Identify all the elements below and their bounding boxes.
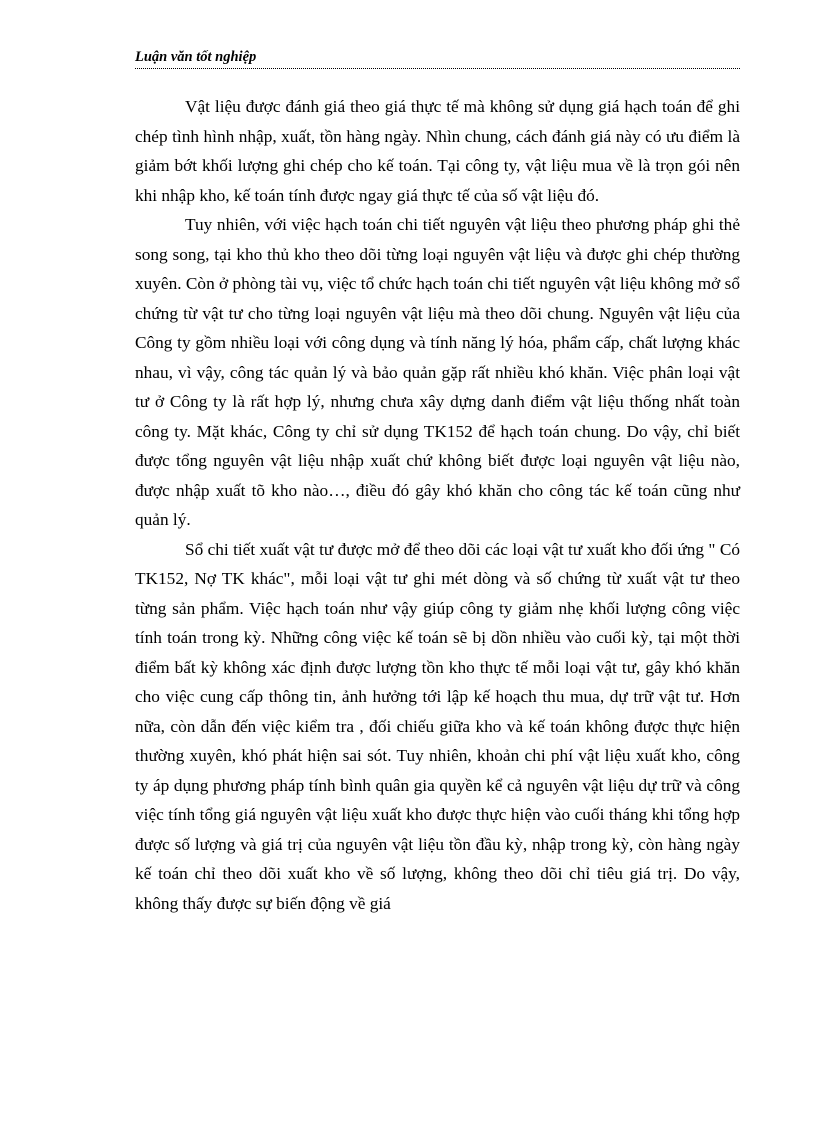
- paragraph-3: Sổ chi tiết xuất vật tư được mở để theo dõi các loại vật tư xuất kho đối ứng " Có TK152, Nợ TK khác", mỗi loại vật tư ghi mét dòng và số chứng từ xuất vật tư theo từng sản phẩm. Việc hạch toán như vậy giúp công ty giảm nhẹ khối lượng công việc tính toán trong kỳ. Những công việc kế toán sẽ bị dồn nhiều vào cuối kỳ, tại một thời điểm bất kỳ không xác định được lượng tồn kho thực tế mỗi loại vật tư, gây khó khăn cho việc cung cấp thông tin, ảnh hưởng tới lập kế hoạch thu mua, dự trữ vật tư. Hơn nữa, còn dẫn đến việc kiểm tra , đối chiếu giữa kho và kế toán không được thực hiện thường xuyên, khó phát hiện sai sót. Tuy nhiên, khoản chi phí vật liệu xuất kho, công ty áp dụng phương pháp tính bình quân gia quyền kể cả nguyên vật liệu dự trữ và công việc tính tổng giá nguyên vật liệu xuất kho được thực hiện vào cuối tháng khi tổng hợp được số lượng và giá trị của nguyên vật liệu tồn đầu kỳ, nhập trong kỳ, còn hàng ngày kế toán chỉ theo dõi xuất kho về số lượng, không theo dõi chỉ tiêu giá trị. Do vậy, không thấy được sự biến động về giá: [135, 539, 740, 913]
- paragraph-1: Vật liệu được đánh giá theo giá thực tế mà không sử dụng giá hạch toán để ghi chép tình hình nhập, xuất, tồn hàng ngày. Nhìn chung, cách đánh giá này có ưu điểm là giảm bớt khối lượng ghi chép cho kế toán. Tại công ty, vật liệu mua về là trọn gói nên khi nhập kho, kế toán tính được ngay giá thực tế của số vật liệu đó.: [135, 97, 740, 205]
- header-dotted-rule: [135, 68, 740, 69]
- paragraph-2: Tuy nhiên, với việc hạch toán chi tiết nguyên vật liệu theo phương pháp ghi thẻ song song, tại kho thủ kho theo dõi từng loại nguyên vật liệu và được ghi chép thường xuyên. Còn ở phòng tài vụ, việc tổ chức hạch toán chi tiết nguyên vật liệu không mở sổ chứng từ vật tư cho từng loại nguyên vật liệu mà theo dõi chung. Nguyên vật liệu của Công ty gồm nhiều loại với công dụng và tính năng lý hóa, phẩm cấp, chất lượng khác nhau, vì vậy, công tác quản lý và bảo quản gặp rất nhiều khó khăn. Việc phân loại vật tư ở Công ty là rất hợp lý, nhưng chưa xây dựng danh điểm vật liệu thống nhất toàn công ty. Mặt khác, Công ty chỉ sử dụng TK152 để hạch toán chung. Do vậy, chỉ biết được tổng nguyên vật liệu nhập xuất chứ không biết được loại nguyên vật liệu nào, được nhập xuất tõ kho nào…, điều đó gây khó khăn cho công tác kế toán cũng như quản lý.: [135, 215, 740, 529]
- running-header: Luận văn tốt nghiệp: [135, 49, 257, 65]
- body-text: [135, 92, 740, 918]
